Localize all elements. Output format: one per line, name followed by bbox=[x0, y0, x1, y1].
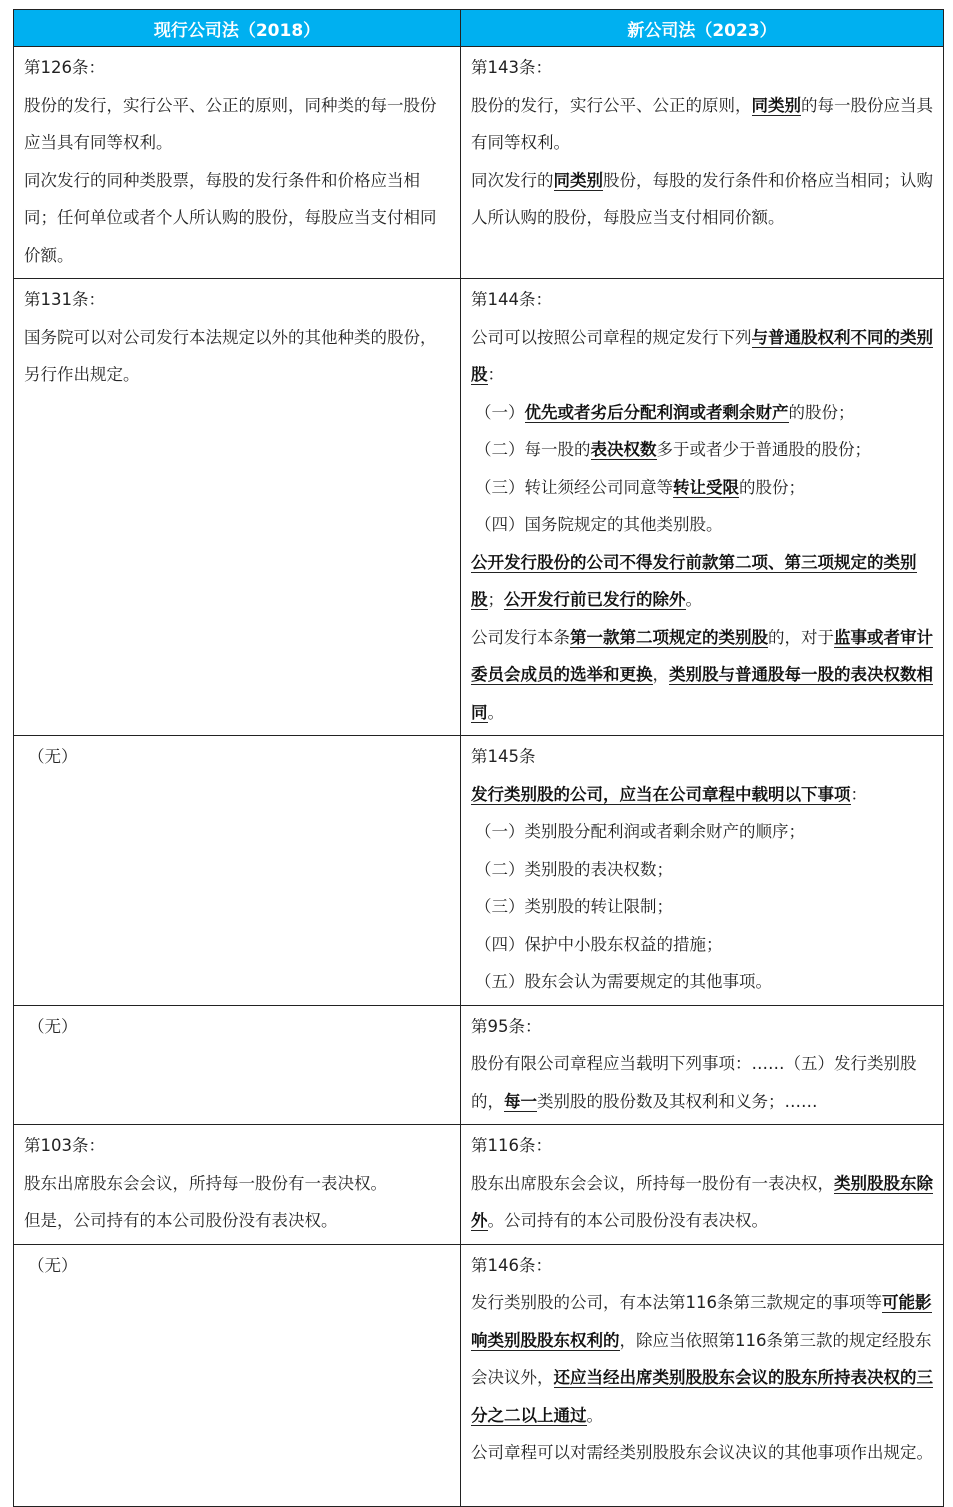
table-row bbox=[14, 279, 944, 736]
paragraph bbox=[471, 544, 935, 619]
old-law-cell bbox=[14, 1005, 461, 1125]
list-item bbox=[471, 813, 935, 851]
article-number: 第146条： bbox=[471, 1255, 552, 1275]
header-old-law: 现行公司法（2018） bbox=[14, 10, 461, 47]
article-number: 第126条： bbox=[24, 58, 105, 77]
highlighted-change: 同类别 bbox=[553, 170, 603, 190]
paragraph bbox=[471, 1434, 935, 1472]
article-number: 第116条： bbox=[471, 1136, 552, 1155]
article-number: 第131条： bbox=[24, 290, 105, 309]
article-number: 第144条： bbox=[471, 290, 552, 309]
table-row bbox=[14, 1244, 944, 1506]
highlighted-change: 公开发行股份的公司不得发行前款第二项、第三项规定的类别股 bbox=[471, 552, 917, 609]
header-new-law: 新公司法（2023） bbox=[461, 10, 944, 47]
list-item bbox=[471, 963, 935, 1001]
highlighted-change: 可能影响类别股股东权利的 bbox=[471, 1293, 932, 1350]
table-row bbox=[14, 47, 944, 279]
text-segment: （三）类别股的转让限制； bbox=[475, 897, 673, 916]
list-item bbox=[471, 888, 935, 926]
text-segment: 同次发行的同种类股票，每股的发行条件和价格应当相同；任何单位或者个人所认购的股份，每股应当支付相同价额。 bbox=[24, 170, 437, 265]
text-segment: ，除应当依照第116条第三款的规定经股东会决议外， bbox=[471, 1330, 932, 1387]
text-segment: ， bbox=[652, 665, 669, 684]
text-segment: （二）每一股的 bbox=[475, 440, 591, 459]
highlighted-change: 类别股股东除外 bbox=[471, 1173, 933, 1230]
text-segment: 股份的发行，实行公平、公正的原则，同种类的每一股份应当具有同等权利。 bbox=[24, 95, 437, 152]
text-segment: 国务院可以对公司发行本法规定以外的其他种类的股份，另行作出规定。 bbox=[24, 327, 437, 384]
list-item bbox=[471, 431, 935, 469]
text-segment: 但是，公司持有的本公司股份没有表决权。 bbox=[24, 1211, 338, 1230]
text-segment: ： bbox=[487, 365, 504, 384]
text-segment: 股份有限公司章程应当载明下列事项：……（五）发行类别股的， bbox=[471, 1054, 917, 1111]
text-segment: 股东出席股东会会议，所持每一股份有一表决权。 bbox=[24, 1173, 387, 1193]
table-body bbox=[14, 47, 944, 1507]
text-segment: ； bbox=[487, 590, 504, 609]
text-segment: （一） bbox=[475, 402, 525, 422]
text-segment: （无） bbox=[28, 1255, 78, 1275]
highlighted-change: 与普通股权利不同的类别股 bbox=[471, 327, 933, 384]
article-number: 第103条： bbox=[24, 1136, 105, 1155]
text-segment: 的每一股份应当具有同等权利。 bbox=[471, 95, 933, 152]
text-segment: （无） bbox=[28, 747, 78, 766]
highlighted-change: 监事或者审计委员会成员的选举和更换 bbox=[471, 627, 933, 684]
table-row bbox=[14, 736, 944, 1006]
none-placeholder bbox=[24, 1008, 452, 1046]
highlighted-change: 第一款第二项规定的类别股 bbox=[570, 627, 768, 647]
new-law-cell bbox=[461, 736, 944, 1006]
old-law-cell bbox=[14, 1125, 461, 1245]
paragraph bbox=[471, 619, 935, 732]
table-row bbox=[14, 1005, 944, 1125]
paragraph bbox=[471, 1165, 935, 1240]
list-item bbox=[471, 469, 935, 507]
text-segment: 股份，每股的发行条件和价格应当相同；认购人所认购的股份，每股应当支付相同价额。 bbox=[471, 170, 933, 227]
paragraph bbox=[471, 1045, 935, 1120]
paragraph bbox=[24, 1165, 452, 1203]
header-row bbox=[14, 10, 944, 47]
old-law-cell bbox=[14, 279, 461, 736]
none-placeholder bbox=[24, 738, 452, 776]
text-segment: 类别股的股份数及其权利和义务；…… bbox=[537, 1091, 818, 1111]
highlighted-change: 转让受限 bbox=[673, 477, 739, 497]
text-segment: 。 bbox=[586, 1405, 603, 1425]
old-law-cell bbox=[14, 1244, 461, 1506]
paragraph bbox=[471, 319, 935, 394]
text-segment: （一）类别股分配利润或者剩余财产的顺序； bbox=[475, 822, 805, 841]
paragraph bbox=[471, 1284, 935, 1434]
paragraph bbox=[471, 162, 935, 237]
text-segment: （五）股东会认为需要规定的其他事项。 bbox=[475, 972, 772, 991]
paragraph bbox=[24, 162, 452, 275]
highlighted-change: 优先或者劣后分配利润或者剩余财产 bbox=[524, 402, 789, 422]
text-segment: ： bbox=[850, 784, 867, 804]
text-segment: 的股份； bbox=[739, 477, 805, 497]
new-law-cell bbox=[461, 1125, 944, 1245]
paragraph bbox=[24, 87, 452, 162]
highlighted-change: 公开发行前已发行的除外 bbox=[504, 590, 686, 609]
text-segment: 股份的发行，实行公平、公正的原则， bbox=[471, 95, 752, 115]
article-number: 第145条 bbox=[471, 747, 536, 766]
paragraph bbox=[24, 1202, 452, 1240]
text-segment: 公司可以按照公司章程的规定发行下列 bbox=[471, 327, 752, 347]
list-item bbox=[471, 394, 935, 432]
highlighted-change: 同类别 bbox=[751, 95, 801, 115]
old-law-cell bbox=[14, 736, 461, 1006]
list-item bbox=[471, 926, 935, 964]
paragraph bbox=[471, 87, 935, 162]
text-segment: 的股份； bbox=[788, 402, 855, 422]
text-segment: 同次发行的 bbox=[471, 170, 554, 190]
old-law-cell bbox=[14, 47, 461, 279]
paragraph bbox=[24, 319, 452, 394]
list-item bbox=[471, 851, 935, 889]
highlighted-change: 表决权数 bbox=[590, 440, 657, 459]
text-segment: 多于或者少于普通股的股份； bbox=[656, 440, 871, 459]
new-law-cell bbox=[461, 47, 944, 279]
highlighted-change: 发行类别股的公司，应当在公司章程中载明以下事项 bbox=[471, 784, 851, 804]
text-segment: 公司章程可以对需经类别股股东会议决议的其他事项作出规定。 bbox=[471, 1443, 933, 1462]
text-segment: 。公司持有的本公司股份没有表决权。 bbox=[487, 1211, 768, 1230]
text-segment: 的，对于 bbox=[768, 627, 834, 647]
highlighted-change: 还应当经出席类别股股东会议的股东所持表决权的三分之二以上通过 bbox=[471, 1368, 933, 1425]
article-number: 第95条： bbox=[471, 1016, 542, 1036]
article-number: 第143条： bbox=[471, 58, 552, 77]
highlighted-change: 类别股与普通股每一股的表决权数相同 bbox=[471, 665, 933, 722]
text-segment: （三）转让须经公司同意等 bbox=[475, 477, 673, 497]
none-placeholder bbox=[24, 1247, 452, 1285]
new-law-cell bbox=[461, 1005, 944, 1125]
new-law-cell bbox=[461, 279, 944, 736]
text-segment: （无） bbox=[28, 1016, 78, 1036]
table-row bbox=[14, 1125, 944, 1245]
new-law-cell bbox=[461, 1244, 944, 1506]
text-segment: 。 bbox=[685, 590, 702, 609]
text-segment: 公司发行本条 bbox=[471, 627, 570, 647]
text-segment: （二）类别股的表决权数； bbox=[475, 859, 673, 879]
text-segment: 发行类别股的公司，有本法第116条第三款规定的事项等 bbox=[471, 1293, 882, 1312]
law-comparison-table bbox=[13, 9, 944, 1507]
text-segment: （四）保护中小股东权益的措施； bbox=[475, 934, 723, 954]
highlighted-change: 每一 bbox=[504, 1091, 537, 1111]
text-segment: （四）国务院规定的其他类别股。 bbox=[475, 515, 723, 534]
text-segment: 。 bbox=[487, 702, 504, 722]
paragraph bbox=[471, 776, 935, 814]
list-item bbox=[471, 506, 935, 544]
text-segment: 股东出席股东会会议，所持每一股份有一表决权， bbox=[471, 1173, 834, 1193]
